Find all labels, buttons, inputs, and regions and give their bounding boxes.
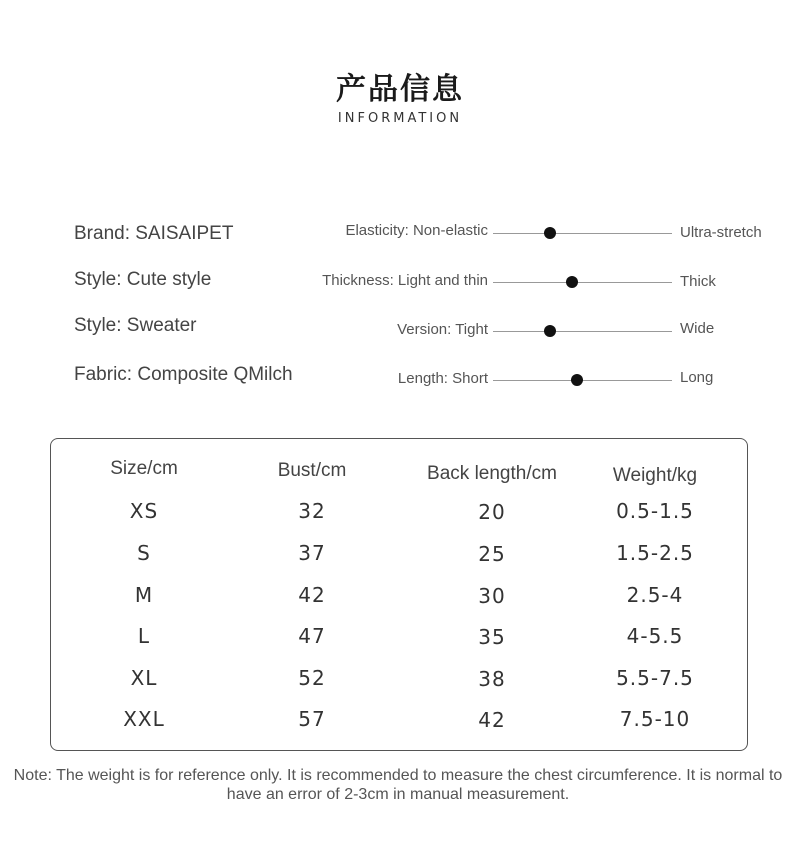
table-cell: L: [137, 624, 151, 648]
page-title: 产品信息: [336, 72, 464, 107]
table-cell: 25: [478, 542, 506, 566]
slider-dot: [566, 276, 578, 288]
slider-end-label: Long: [680, 369, 714, 386]
table-cell: 5.5-7.5: [616, 666, 694, 690]
table-cell: 20: [478, 500, 506, 524]
table-header-cell: Bust/cm: [277, 460, 347, 481]
slider-label: Elasticity: Non-elastic: [345, 222, 488, 239]
slider-track: [493, 331, 672, 332]
table-cell: 0.5-1.5: [616, 499, 694, 523]
slider-track: [493, 233, 672, 234]
slider-track: [493, 282, 672, 283]
slider-end-label: Wide: [680, 320, 715, 337]
slider-label: Version: Tight: [397, 321, 488, 338]
table-cell: XXL: [123, 707, 165, 731]
table-cell: 42: [298, 583, 326, 607]
table-cell: 1.5-2.5: [616, 541, 694, 565]
attribute-brand: Brand: SAISAIPET: [74, 223, 234, 244]
slider-dot: [544, 325, 556, 337]
table-cell: 4-5.5: [626, 624, 684, 648]
page-subtitle: INFORMATION: [337, 111, 463, 126]
slider-label: Length: Short: [397, 370, 488, 387]
attribute-style-1: Style: Cute style: [74, 269, 212, 290]
slider-dot: [544, 227, 556, 239]
slider-end-label: Thick: [680, 273, 716, 290]
slider-end-label: Ultra-stretch: [680, 224, 762, 241]
table-cell: 38: [478, 667, 506, 691]
table-cell: 42: [478, 708, 506, 732]
table-cell: XL: [130, 666, 158, 690]
table-header-cell: Back length/cm: [427, 463, 557, 484]
table-cell: 32: [298, 499, 326, 523]
attribute-style-2: Style: Sweater: [74, 315, 197, 336]
table-cell: 7.5-10: [619, 707, 691, 731]
table-cell: 35: [478, 625, 506, 649]
attribute-fabric: Fabric: Composite QMilch: [74, 364, 293, 385]
table-cell: 37: [298, 541, 326, 565]
table-header-cell: Size/cm: [110, 458, 178, 479]
table-cell: M: [134, 583, 154, 607]
table-cell: XS: [129, 499, 159, 523]
measurement-note: Note: The weight is for reference only. It is recommended to measure the chest circumference. It is normal to have an error of 2-3cm in manual measurement.: [13, 767, 783, 803]
table-cell: 2.5-4: [626, 583, 684, 607]
table-cell: 52: [298, 666, 326, 690]
table-header-cell: Weight/kg: [612, 465, 698, 486]
table-cell: 30: [478, 584, 506, 608]
table-cell: 47: [298, 624, 326, 648]
slider-dot: [571, 374, 583, 386]
table-cell: S: [137, 541, 151, 565]
table-cell: 57: [298, 707, 326, 731]
slider-label: Thickness: Light and thin: [322, 272, 488, 289]
